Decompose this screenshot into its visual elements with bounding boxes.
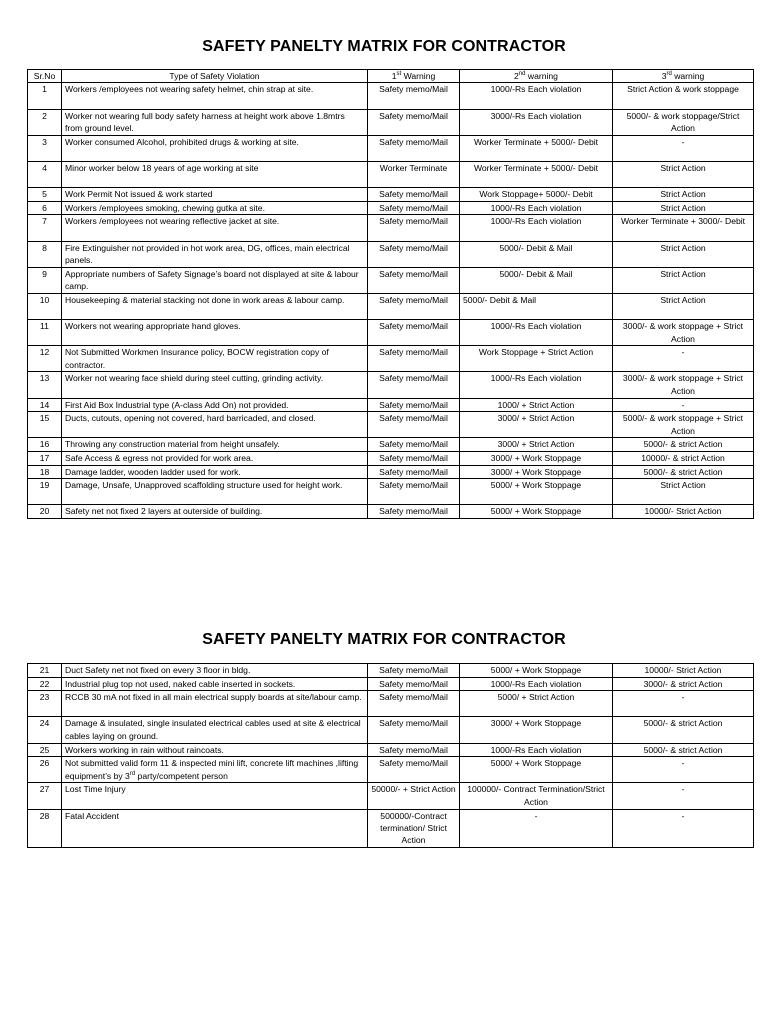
second-warning-penalty: Work Stoppage + Strict Action xyxy=(460,346,613,372)
third-warning-penalty: 10000/- Strict Action xyxy=(613,664,754,678)
table-row xyxy=(28,109,754,135)
table-row xyxy=(28,717,754,743)
table-body xyxy=(28,664,754,848)
third-warning-penalty: Strict Action xyxy=(613,479,754,505)
first-warning-penalty: Safety memo/Mail xyxy=(368,320,460,346)
third-warning-penalty: Strict Action & work stoppage xyxy=(613,83,754,109)
row-number: 16 xyxy=(28,438,62,452)
first-warning-penalty: Safety memo/Mail xyxy=(368,241,460,267)
first-warning-penalty: Safety memo/Mail xyxy=(368,135,460,161)
table-row xyxy=(28,215,754,241)
first-warning-penalty: Safety memo/Mail xyxy=(368,664,460,678)
row-number: 21 xyxy=(28,664,62,678)
second-warning-penalty: 3000/-Rs Each violation xyxy=(460,109,613,135)
row-number: 7 xyxy=(28,215,62,241)
third-warning-penalty: - xyxy=(613,809,754,848)
third-warning-penalty: 3000/- & work stoppage + Strict Action xyxy=(613,320,754,346)
violation-description: Workers /employees smoking, chewing gutka at site. xyxy=(62,201,368,215)
third-warning-penalty: Strict Action xyxy=(613,188,754,202)
second-warning-penalty: 1000/-Rs Each violation xyxy=(460,743,613,757)
violation-description: RCCB 30 mA not fixed in all main electrical supply boards at site/labour camp. xyxy=(62,691,368,717)
first-warning-penalty: Safety memo/Mail xyxy=(368,717,460,743)
row-number: 24 xyxy=(28,717,62,743)
first-warning-penalty: Safety memo/Mail xyxy=(368,346,460,372)
third-warning-penalty: Strict Action xyxy=(613,293,754,319)
table-header-row xyxy=(28,70,754,83)
first-warning-penalty: Safety memo/Mail xyxy=(368,438,460,452)
third-warning-penalty: 10000/- Strict Action xyxy=(613,505,754,519)
violation-description: Not Submitted Workmen Insurance policy, BOCW registration copy of contractor. xyxy=(62,346,368,372)
table-row xyxy=(28,479,754,505)
second-warning-penalty: 1000/-Rs Each violation xyxy=(460,201,613,215)
violation-description: Workers not wearing appropriate hand gloves. xyxy=(62,320,368,346)
third-warning-penalty: 5000/- & strict Action xyxy=(613,717,754,743)
table-row xyxy=(28,188,754,202)
second-warning-penalty: 100000/- Contract Termination/Strict Action xyxy=(460,783,613,809)
second-warning-penalty: 1000/-Rs Each violation xyxy=(460,372,613,398)
table-row xyxy=(28,465,754,479)
first-warning-penalty: Safety memo/Mail xyxy=(368,757,460,783)
header-violation-type: Type of Safety Violation xyxy=(62,70,368,83)
third-warning-penalty: Worker Terminate + 3000/- Debit xyxy=(613,215,754,241)
third-warning-penalty: 3000/- & strict Action xyxy=(613,677,754,691)
violation-description: First Aid Box Industrial type (A-class Add On) not provided. xyxy=(62,398,368,412)
first-warning-penalty: Safety memo/Mail xyxy=(368,188,460,202)
first-warning-penalty: Safety memo/Mail xyxy=(368,452,460,466)
penalty-matrix-table xyxy=(27,69,754,519)
first-warning-penalty: Worker Terminate xyxy=(368,161,460,187)
third-warning-penalty: - xyxy=(613,757,754,783)
row-number: 10 xyxy=(28,293,62,319)
first-warning-penalty: Safety memo/Mail xyxy=(368,465,460,479)
table-row xyxy=(28,809,754,848)
violation-description: Worker consumed Alcohol, prohibited drugs & working at site. xyxy=(62,135,368,161)
second-warning-penalty: 5000/- Debit & Mail xyxy=(460,241,613,267)
row-number: 4 xyxy=(28,161,62,187)
first-warning-penalty: Safety memo/Mail xyxy=(368,398,460,412)
violation-description: Workers /employees not wearing reflective jacket at site. xyxy=(62,215,368,241)
third-warning-penalty: 5000/- & strict Action xyxy=(613,743,754,757)
violation-description: Fatal Accident xyxy=(62,809,368,848)
row-number: 2 xyxy=(28,109,62,135)
table-row xyxy=(28,293,754,319)
row-number: 1 xyxy=(28,83,62,109)
third-warning-penalty: 5000/- & strict Action xyxy=(613,438,754,452)
violation-description: Ducts, cutouts, opening not covered, hard barricaded, and closed. xyxy=(62,412,368,438)
table-row xyxy=(28,398,754,412)
violation-description: Minor worker below 18 years of age working at site xyxy=(62,161,368,187)
violation-description: Not submitted valid form 11 & inspected mini lift, concrete lift machines ,lifting equipment’s by 3rd party/competent person xyxy=(62,757,368,783)
row-number: 17 xyxy=(28,452,62,466)
second-warning-penalty: 3000/ + Work Stoppage xyxy=(460,452,613,466)
second-warning-penalty: 5000/ + Work Stoppage xyxy=(460,505,613,519)
row-number: 20 xyxy=(28,505,62,519)
first-warning-penalty: Safety memo/Mail xyxy=(368,215,460,241)
row-number: 22 xyxy=(28,677,62,691)
second-warning-penalty: 5000/- Debit & Mail xyxy=(460,267,613,293)
violation-description: Work Permit Not issued & work started xyxy=(62,188,368,202)
row-number: 12 xyxy=(28,346,62,372)
table-row xyxy=(28,505,754,519)
violation-description: Safe Access & egress not provided for work area. xyxy=(62,452,368,466)
violation-description: Lost Time Injury xyxy=(62,783,368,809)
first-warning-penalty: Safety memo/Mail xyxy=(368,479,460,505)
row-number: 8 xyxy=(28,241,62,267)
row-number: 23 xyxy=(28,691,62,717)
table-row xyxy=(28,691,754,717)
row-number: 26 xyxy=(28,757,62,783)
first-warning-penalty: Safety memo/Mail xyxy=(368,743,460,757)
third-warning-penalty: Strict Action xyxy=(613,161,754,187)
table-row xyxy=(28,267,754,293)
table-row xyxy=(28,346,754,372)
first-warning-penalty: Safety memo/Mail xyxy=(368,505,460,519)
second-warning-penalty: 5000/ + Work Stoppage xyxy=(460,664,613,678)
second-warning-penalty: - xyxy=(460,809,613,848)
second-warning-penalty: Worker Terminate + 5000/- Debit xyxy=(460,161,613,187)
table-row xyxy=(28,757,754,783)
page-title-repeat: SAFETY PANELTY MATRIX FOR CONTRACTOR xyxy=(202,631,566,648)
header-second-warning: 2nd warning xyxy=(460,70,613,83)
row-number: 3 xyxy=(28,135,62,161)
third-warning-penalty: - xyxy=(613,691,754,717)
first-warning-penalty: Safety memo/Mail xyxy=(368,83,460,109)
second-warning-penalty: 5000/ + Work Stoppage xyxy=(460,479,613,505)
first-warning-penalty: Safety memo/Mail xyxy=(368,201,460,215)
table-row xyxy=(28,201,754,215)
second-warning-penalty: 5000/- Debit & Mail xyxy=(460,293,613,319)
third-warning-penalty: Strict Action xyxy=(613,267,754,293)
second-warning-penalty: 1000/ + Strict Action xyxy=(460,398,613,412)
table-row xyxy=(28,372,754,398)
violation-description: Worker not wearing full body safety harness at height work above 1.8mtrs from ground level. xyxy=(62,109,368,135)
third-warning-penalty: 5000/- & work stoppage/Strict Action xyxy=(613,109,754,135)
first-warning-penalty: Safety memo/Mail xyxy=(368,293,460,319)
third-warning-penalty: 10000/- & strict Action xyxy=(613,452,754,466)
table-row xyxy=(28,412,754,438)
table-body xyxy=(28,83,754,519)
first-warning-penalty: Safety memo/Mail xyxy=(368,109,460,135)
violation-description: Safety net not fixed 2 layers at outerside of building. xyxy=(62,505,368,519)
table-row xyxy=(28,83,754,109)
first-warning-penalty: Safety memo/Mail xyxy=(368,267,460,293)
table-row xyxy=(28,783,754,809)
first-warning-penalty: 50000/- + Strict Action xyxy=(368,783,460,809)
second-warning-penalty: Work Stoppage+ 5000/- Debit xyxy=(460,188,613,202)
row-number: 18 xyxy=(28,465,62,479)
violation-description: Duct Safety net not fixed on every 3 floor in bldg. xyxy=(62,664,368,678)
second-warning-penalty: 1000/-Rs Each violation xyxy=(460,677,613,691)
third-warning-penalty: - xyxy=(613,135,754,161)
table-row xyxy=(28,320,754,346)
table-row xyxy=(28,664,754,678)
second-warning-penalty: 3000/ + Work Stoppage xyxy=(460,717,613,743)
table-row xyxy=(28,743,754,757)
third-warning-penalty: 5000/- & work stoppage + Strict Action xyxy=(613,412,754,438)
third-warning-penalty: Strict Action xyxy=(613,201,754,215)
row-number: 19 xyxy=(28,479,62,505)
first-warning-penalty: Safety memo/Mail xyxy=(368,677,460,691)
violation-description: Throwing any construction material from height unsafely. xyxy=(62,438,368,452)
table-row xyxy=(28,161,754,187)
row-number: 6 xyxy=(28,201,62,215)
violation-description: Damage & insulated, single insulated electrical cables used at site & electrical cables laying on ground. xyxy=(62,717,368,743)
row-number: 27 xyxy=(28,783,62,809)
table-row xyxy=(28,677,754,691)
first-warning-penalty: 500000/-Contract termination/ Strict Action xyxy=(368,809,460,848)
row-number: 5 xyxy=(28,188,62,202)
row-number: 13 xyxy=(28,372,62,398)
row-number: 11 xyxy=(28,320,62,346)
third-warning-penalty: - xyxy=(613,783,754,809)
row-number: 28 xyxy=(28,809,62,848)
table-row xyxy=(28,452,754,466)
header-third-warning: 3rd warning xyxy=(613,70,754,83)
violation-description: Appropriate numbers of Safety Signage’s board not displayed at site & labour camp. xyxy=(62,267,368,293)
first-warning-penalty: Safety memo/Mail xyxy=(368,412,460,438)
third-warning-penalty: 5000/- & strict Action xyxy=(613,465,754,479)
violation-description: Damage, Unsafe, Unapproved scaffolding structure used for height work. xyxy=(62,479,368,505)
violation-description: Industrial plug top not used, naked cable inserted in sockets. xyxy=(62,677,368,691)
violation-description: Fire Extinguisher not provided in hot work area, DG, offices, main electrical panels. xyxy=(62,241,368,267)
third-warning-penalty: Strict Action xyxy=(613,241,754,267)
violation-description: Workers working in rain without raincoats. xyxy=(62,743,368,757)
violation-description: Workers /employees not wearing safety helmet, chin strap at site. xyxy=(62,83,368,109)
row-number: 14 xyxy=(28,398,62,412)
violation-description: Worker not wearing face shield during steel cutting, grinding activity. xyxy=(62,372,368,398)
header-first-warning: 1st Warning xyxy=(368,70,460,83)
second-warning-penalty: Worker Terminate + 5000/- Debit xyxy=(460,135,613,161)
second-warning-penalty: 1000/-Rs Each violation xyxy=(460,215,613,241)
page-title: SAFETY PANELTY MATRIX FOR CONTRACTOR xyxy=(202,38,566,55)
third-warning-penalty: - xyxy=(613,398,754,412)
row-number: 25 xyxy=(28,743,62,757)
second-warning-penalty: 5000/ + Strict Action xyxy=(460,691,613,717)
second-warning-penalty: 1000/-Rs Each violation xyxy=(460,320,613,346)
second-warning-penalty: 3000/ + Work Stoppage xyxy=(460,465,613,479)
table-row xyxy=(28,241,754,267)
first-warning-penalty: Safety memo/Mail xyxy=(368,372,460,398)
row-number: 9 xyxy=(28,267,62,293)
second-warning-penalty: 3000/ + Strict Action xyxy=(460,438,613,452)
table-row xyxy=(28,438,754,452)
header-srno: Sr.No xyxy=(28,70,62,83)
row-number: 15 xyxy=(28,412,62,438)
third-warning-penalty: 3000/- & work stoppage + Strict Action xyxy=(613,372,754,398)
table-row xyxy=(28,135,754,161)
second-warning-penalty: 1000/-Rs Each violation xyxy=(460,83,613,109)
violation-description: Housekeeping & material stacking not done in work areas & labour camp. xyxy=(62,293,368,319)
third-warning-penalty: - xyxy=(613,346,754,372)
first-warning-penalty: Safety memo/Mail xyxy=(368,691,460,717)
penalty-matrix-table-continued xyxy=(27,663,754,848)
second-warning-penalty: 5000/ + Work Stoppage xyxy=(460,757,613,783)
violation-description: Damage ladder, wooden ladder used for work. xyxy=(62,465,368,479)
second-warning-penalty: 3000/ + Strict Action xyxy=(460,412,613,438)
